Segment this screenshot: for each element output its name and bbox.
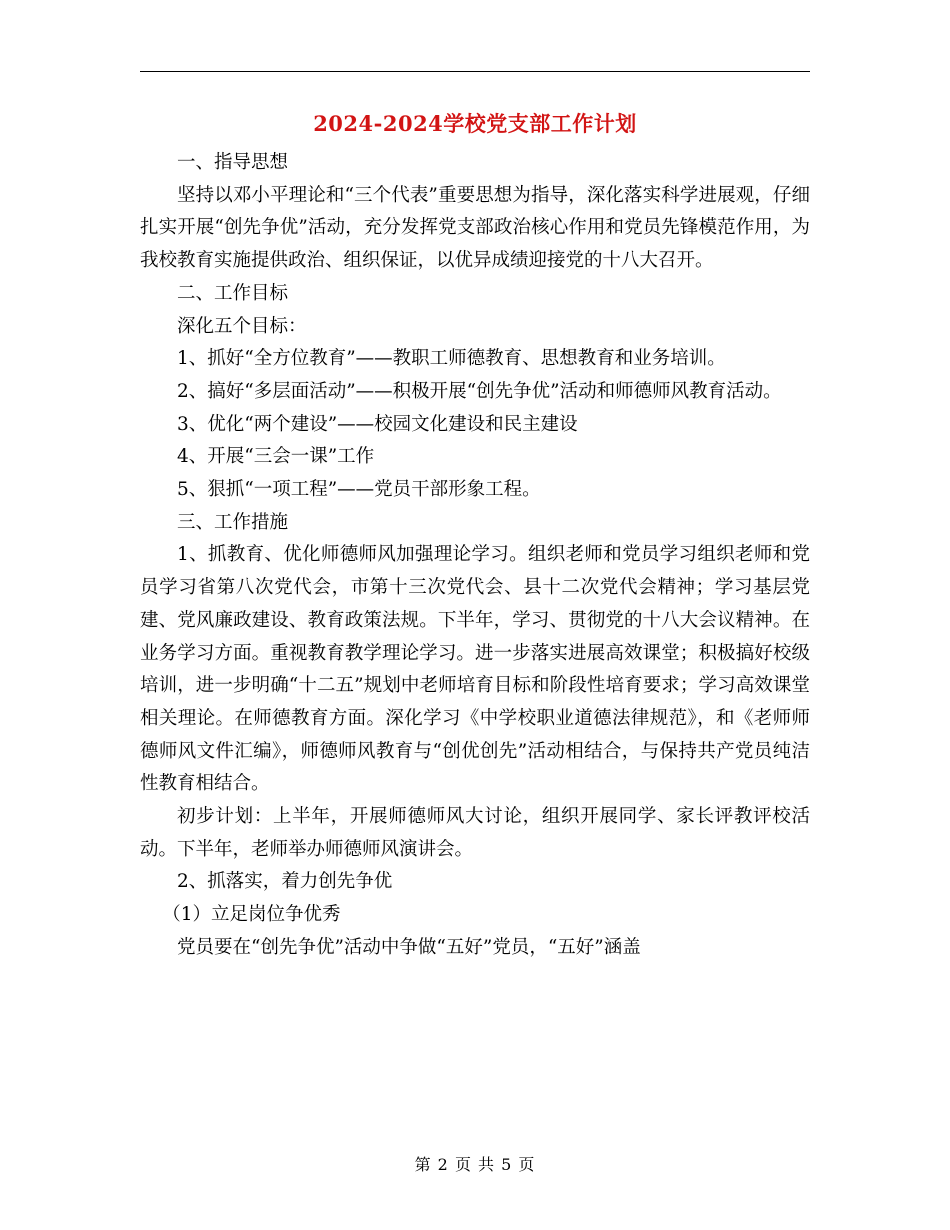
subsection-heading: 2、抓落实，着力创先争优 [177,871,393,893]
paragraph: 党员要在“创先争优”活动中争做“五好”党员，“五好”涵盖 [177,936,641,958]
section-heading: 二、工作目标 [177,282,289,304]
paragraph: 坚持以邓小平理论和“三个代表”重要思想为指导，深化落实科学进展观，仔细扎实开展“创先争优”活动，充分发挥党支部政治核心作用和党员先锋模范作用，为我校教育实施提供政治、组织保证，以优异成绩迎接党的十八大召开。 [140,184,810,272]
list-item: 5、狠抓“一项工程”——党员干部形象工程。 [177,479,541,501]
page-footer: 第 2 页 共 5 页 [414,1155,536,1174]
list-item: 2、搞好“多层面活动”——积极开展“创先争优”活动和师德师风教育活动。 [177,380,782,402]
section-heading: 三、工作措施 [177,511,289,533]
list-item: 1、抓好“全方位教育”——教职工师德教育、思想教育和业务培训。 [177,348,726,370]
section-heading: 一、指导思想 [177,152,289,173]
header-rule [140,71,810,72]
document-title: 2024-2024学校党支部工作计划 [313,111,637,136]
paragraph: 深化五个目标： [177,315,307,337]
paragraph: 初步计划：上半年，开展师德师风大讨论，组织开展同学、家长评教评校活动。下半年，老师举办师德师风演讲会。 [140,806,810,860]
list-item: 3、优化“两个建设”——校园文化建设和民主建设 [177,413,578,435]
document-body [140,147,810,965]
list-item: 4、开展“三会一课”工作 [177,446,375,468]
paragraph: 1、抓教育、优化师德师风加强理论学习。组织老师和党员学习组织老师和党员学习省第八次党代会，市第十三次党代会、县十二次党代会精神；学习基层党建、党风廉政建设、教育政策法规。下半年，学习、贯彻党的十八大会议精神。在业务学习方面。重视教育教学理论学习。进一步落实进展高效课堂；积极搞好校级培训，进一步明确“十二五”规划中老师培育目标和阶段性培育要求；学习高效课堂相关理论。在师德教育方面。深化学习《中学校职业道德法律规范》，和《老师师德师风文件汇编》，师德师风教育与“创优创先”活动相结合，与保持共产党员纯洁性教育相结合。 [140,544,810,795]
subsection-heading: （1）立足岗位争优秀 [162,904,341,926]
